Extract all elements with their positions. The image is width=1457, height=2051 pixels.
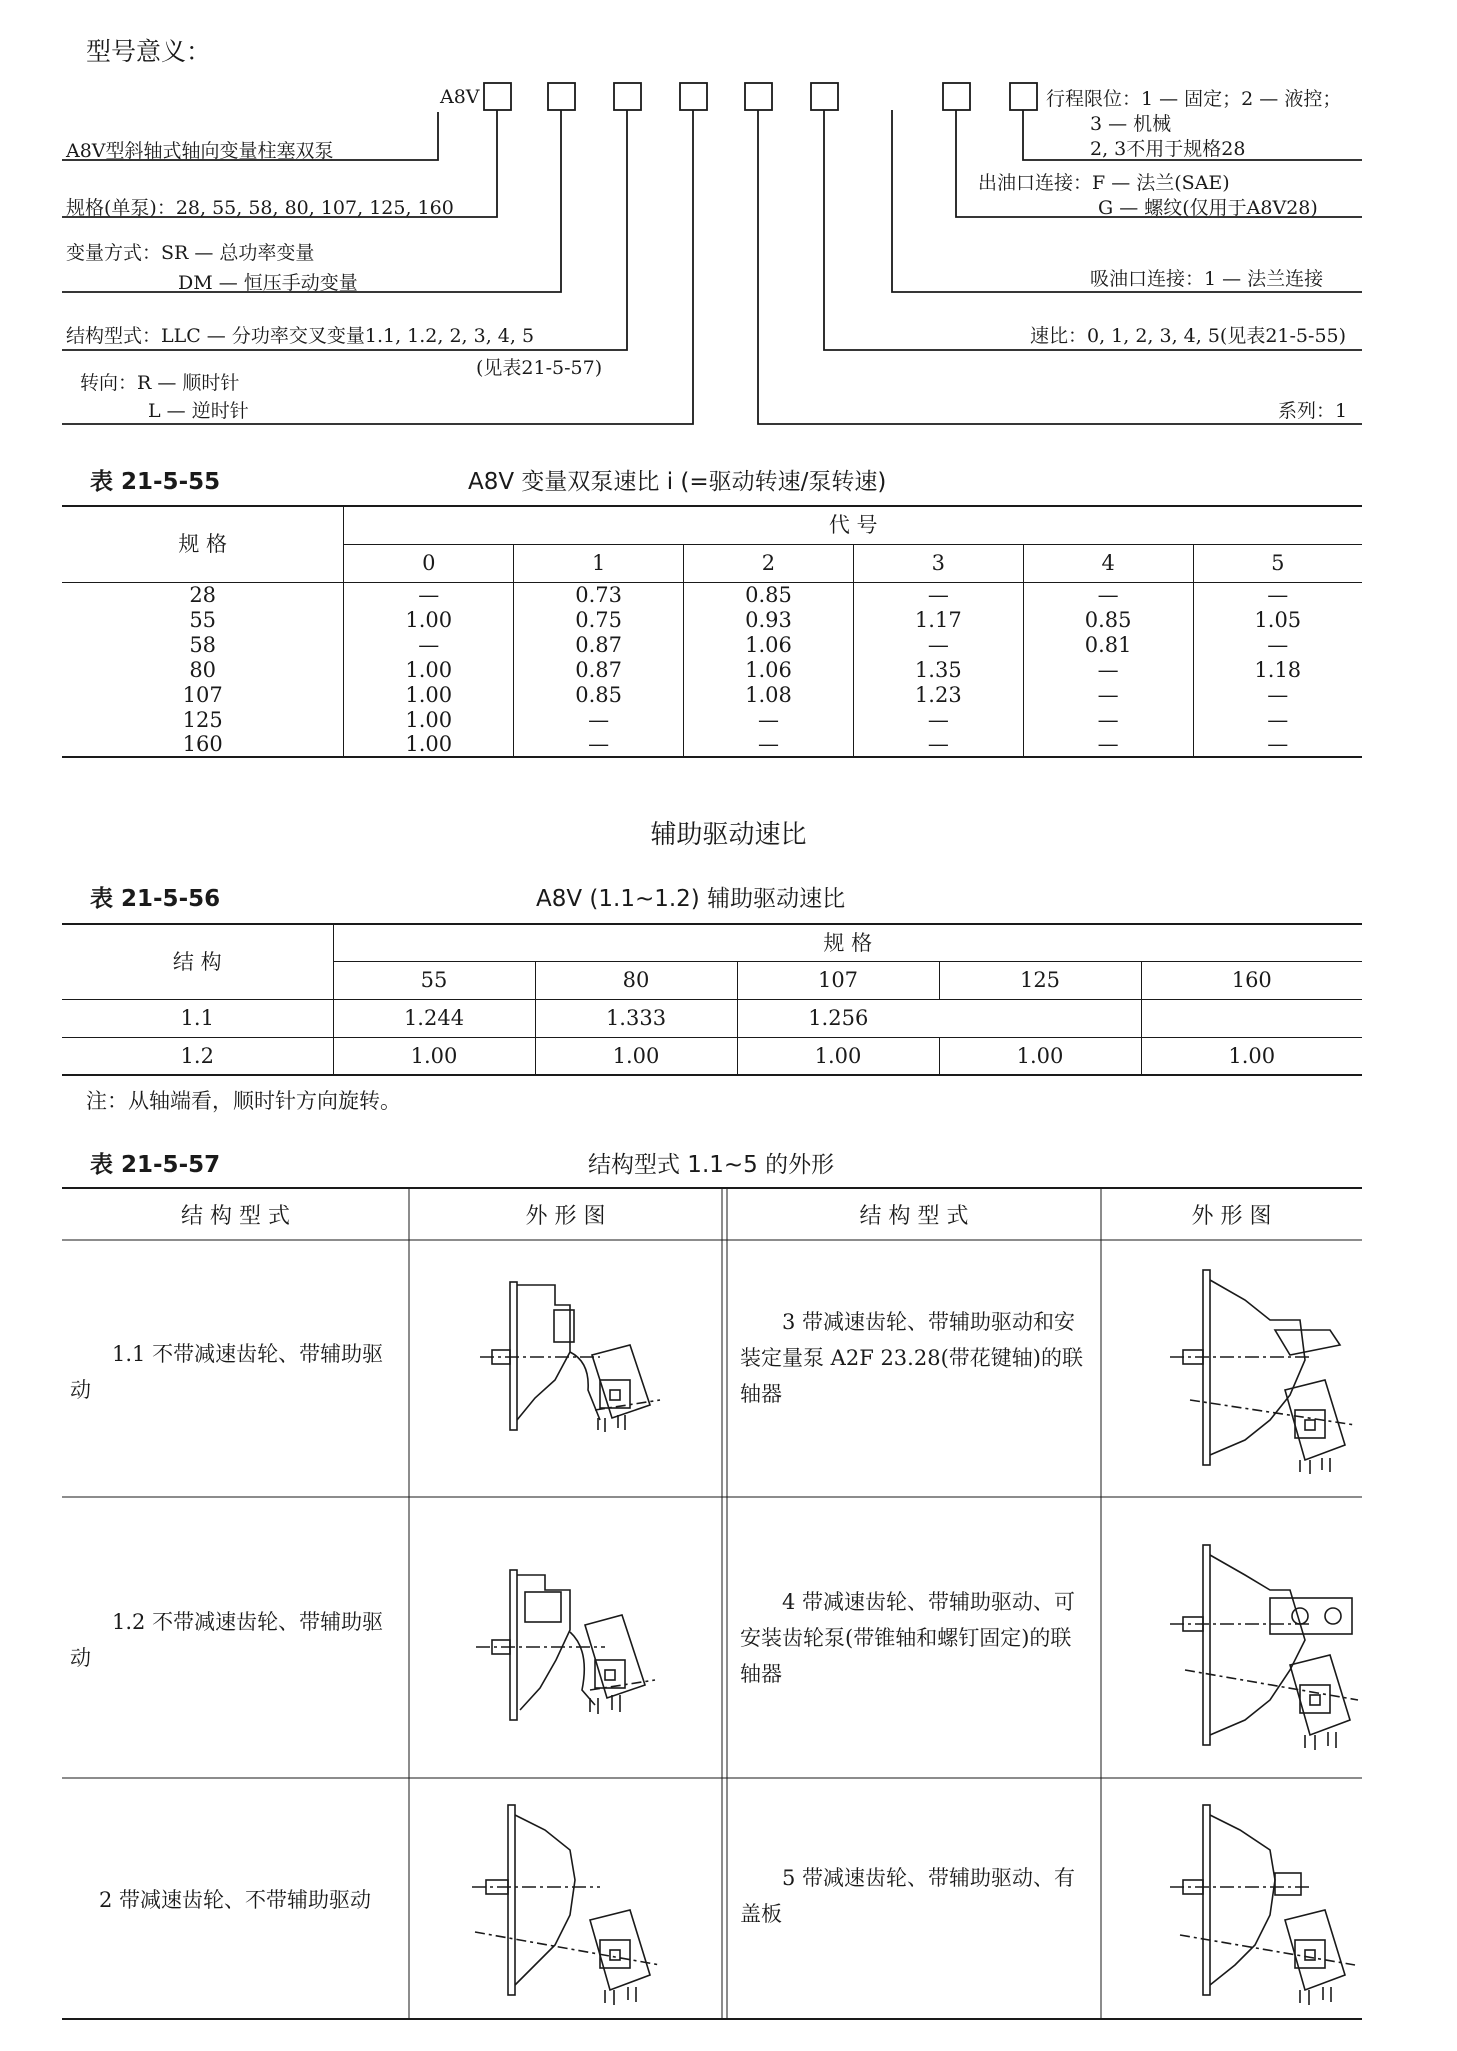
table56-size-header: 107 [737, 961, 939, 999]
model-prefix: A8V [440, 86, 480, 108]
table56-cell: 1.00 [333, 1037, 535, 1075]
table55-cell: 58 [62, 632, 344, 657]
table56-row-header: 结 构 [62, 924, 333, 999]
table55-code-header: 0 [344, 544, 514, 582]
table55-title: A8V 变量双泵速比 i (=驱动转速/泵转速) [468, 469, 887, 495]
table56-title: A8V (1.1~1.2) 辅助驱动速比 [536, 886, 846, 912]
structure-description: 5 带减速齿轮、带辅助驱动、有盖板 [740, 1866, 1076, 1926]
table55-cell: — [344, 582, 514, 607]
outline-drawing-5 [1170, 1805, 1355, 2005]
table55-code-header: 5 [1193, 544, 1362, 582]
table55-cell: — [853, 632, 1023, 657]
table55-cell: — [853, 582, 1023, 607]
section-title: 辅助驱动速比 [650, 820, 807, 850]
table55-cell: 0.73 [514, 582, 684, 607]
label-outlet-2: G — 螺纹(仅用于A8V28) [1098, 197, 1318, 219]
label-control-dm: DM — 恒压手动变量 [178, 272, 358, 294]
table55-code-header: 2 [684, 544, 854, 582]
table56-cell: 1.00 [737, 1037, 939, 1075]
table55-code-header: 4 [1023, 544, 1193, 582]
table56-cell: 1.333 [535, 999, 737, 1037]
label-series: 系列：1 [1278, 400, 1348, 422]
table55-cell: 1.18 [1254, 657, 1302, 682]
table55-cell: — [514, 732, 684, 757]
table55-cell: 55 [62, 607, 344, 632]
table55-cell: — [1267, 707, 1289, 732]
table57-number: 表 21-5-57 [90, 1152, 221, 1178]
table56-number: 表 21-5-56 [90, 886, 221, 912]
table55-cell: — [853, 732, 1023, 757]
table56-cell: 1.256 [737, 999, 939, 1037]
table55-code-header: 1 [514, 544, 684, 582]
table55-cell: 0.85 [514, 682, 684, 707]
label-size: 规格(单泵)：28, 55, 58, 80, 107, 125, 160 [66, 197, 454, 219]
outline-drawing-2 [472, 1805, 660, 2005]
table55-cell: 0.81 [1023, 632, 1193, 657]
table55-cell: — [1023, 732, 1193, 757]
table55-cell: — [1023, 657, 1193, 682]
label-rotation-l: L — 逆时针 [148, 400, 249, 422]
table55-cell: — [1023, 582, 1193, 607]
table55-cell: — [853, 707, 1023, 732]
table55-cell: 0.87 [514, 657, 684, 682]
table55-cell: 0.87 [514, 632, 684, 657]
table57-header-outline: 外 形 图 [1191, 1204, 1272, 1229]
table56-cell: 1.00 [1141, 1037, 1362, 1075]
table55-cell: — [684, 707, 854, 732]
table55-cell: 1.06 [684, 657, 854, 682]
outline-drawing-1-1 [480, 1282, 660, 1432]
table55-cell: 0.93 [684, 607, 854, 632]
table56-note: 注：从轴端看，顺时针方向旋转。 [86, 1089, 401, 1113]
table55-number: 表 21-5-55 [90, 469, 221, 495]
structure-description: 1.1 不带减速齿轮、带辅助驱动 [70, 1342, 384, 1402]
table56-size-header: 80 [535, 961, 737, 999]
table55-cell: 1.00 [344, 682, 514, 707]
table55-cell: 0.75 [514, 607, 684, 632]
table55-cell: 1.23 [853, 682, 1023, 707]
table55-cell: — [684, 732, 854, 757]
table55-cell: 1.00 [344, 657, 514, 682]
label-stroke-1: 行程限位：1 — 固定；2 — 液控； [1046, 88, 1342, 110]
table56-size-header: 55 [333, 961, 535, 999]
table55-cell: — [1193, 732, 1362, 757]
table56-cell: 1.00 [939, 1037, 1141, 1075]
table55-cell: — [1023, 707, 1193, 732]
table56-cell: 1.2 [62, 1037, 333, 1075]
table55-row-header: 规 格 [62, 506, 344, 582]
outline-drawing-3 [1170, 1270, 1355, 1474]
table56-size-header: 160 [1141, 961, 1362, 999]
table55-col-group: 代 号 [344, 506, 1362, 544]
table57-header-outline: 外 形 图 [525, 1204, 606, 1229]
label-structure-ref: (见表21-5-57) [476, 357, 603, 379]
structure-description: 3 带减速齿轮、带辅助驱动和安装定量泵 A2F 23.28(带花键轴)的联轴器 [740, 1310, 1083, 1406]
table55-cell: 1.00 [344, 732, 514, 757]
table55-cell: 107 [62, 682, 344, 707]
table55-cell: 28 [62, 582, 344, 607]
table55-cell: 125 [62, 707, 344, 732]
table55-cell: 0.85 [1023, 607, 1193, 632]
label-pump-type: A8V型斜轴式轴向变量柱塞双泵 [66, 140, 334, 162]
label-stroke-2: 3 — 机械 [1090, 113, 1172, 135]
structure-description: 4 带减速齿轮、带辅助驱动、可安装齿轮泵(带锥轴和螺钉固定)的联轴器 [740, 1590, 1076, 1686]
label-stroke-3: 2, 3不用于规格28 [1090, 138, 1246, 160]
label-inlet: 吸油口连接：1 — 法兰连接 [1090, 268, 1324, 290]
table55-cell: — [514, 707, 684, 732]
table57-header-structure: 结 构 型 式 [859, 1204, 969, 1229]
label-outlet-1: 出油口连接：F — 法兰(SAE) [978, 172, 1230, 194]
label-rotation-r: 转向：R — 顺时针 [80, 372, 240, 394]
table56-col-group: 规 格 [333, 924, 1362, 961]
table57-title: 结构型式 1.1~5 的外形 [588, 1152, 835, 1178]
table56-cell: 1.1 [62, 999, 333, 1037]
table55-cell: — [1267, 632, 1289, 657]
table55-cell: — [1267, 582, 1289, 607]
table55-cell: 160 [62, 732, 344, 757]
table55-cell: 1.05 [1254, 607, 1302, 632]
table55-cell: 1.35 [853, 657, 1023, 682]
outline-drawing-1-2 [476, 1570, 655, 1720]
model-code-heading: 型号意义： [86, 37, 212, 66]
label-structure: 结构型式：LLC — 分功率交叉变量1.1, 1.2, 2, 3, 4, 5 [66, 325, 535, 347]
label-ratio: 速比：0, 1, 2, 3, 4, 5(见表21-5-55) [1030, 325, 1347, 347]
table57-header-structure: 结 构 型 式 [181, 1204, 290, 1229]
table55-cell: 80 [62, 657, 344, 682]
table55-code-header: 3 [853, 544, 1023, 582]
table55-cell: — [1023, 682, 1193, 707]
table55-cell: 1.00 [344, 707, 514, 732]
structure-description: 1.2 不带减速齿轮、带辅助驱动 [70, 1610, 384, 1670]
table55-cell: 1.00 [344, 607, 514, 632]
table56-cell: 1.00 [535, 1037, 737, 1075]
label-control-sr: 变量方式：SR — 总功率变量 [66, 242, 315, 264]
structure-description: 2 带减速齿轮、不带辅助驱动 [98, 1888, 372, 1912]
table55-cell: 0.85 [684, 582, 854, 607]
table56-size-header: 125 [939, 961, 1141, 999]
outline-drawing-4 [1170, 1545, 1358, 1750]
table55-cell: 1.17 [853, 607, 1023, 632]
table55-cell: — [1267, 682, 1289, 707]
table55-cell: 1.06 [684, 632, 854, 657]
table55-cell: — [344, 632, 514, 657]
table56-cell: 1.244 [333, 999, 535, 1037]
table55-cell: 1.08 [684, 682, 854, 707]
